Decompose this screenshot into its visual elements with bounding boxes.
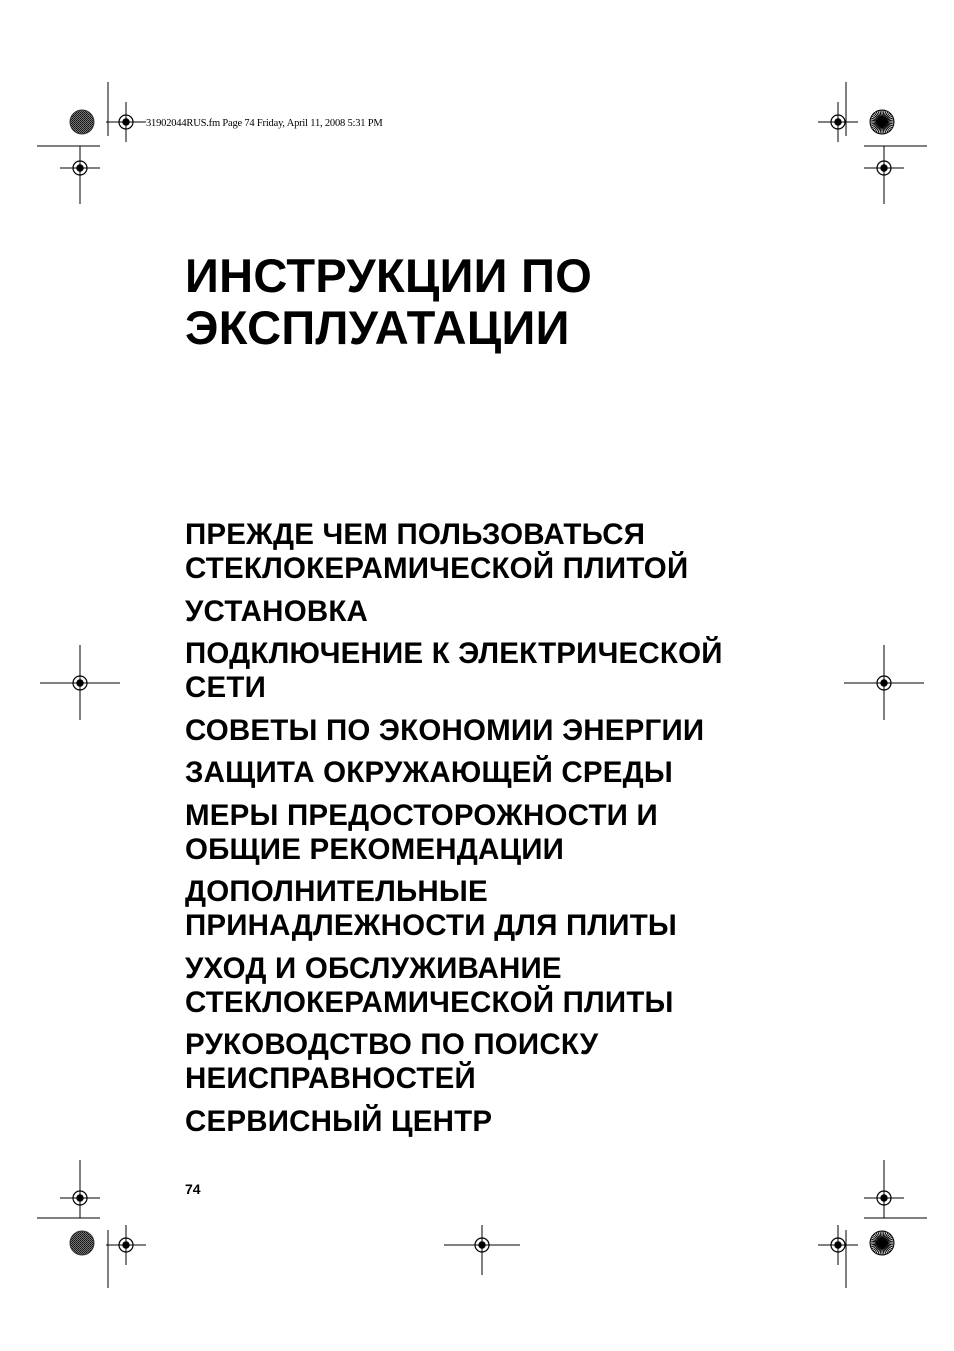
contents-item-line: СЕТИ bbox=[185, 671, 267, 704]
contents-item-line: ПРЕЖДЕ ЧЕМ ПОЛЬЗОВАТЬСЯ bbox=[185, 518, 646, 551]
registration-mark-dot bbox=[835, 1242, 841, 1248]
contents-item-line: СОВЕТЫ ПО ЭКОНОМИИ ЭНЕРГИИ bbox=[185, 713, 705, 747]
contents-item-line: ДОПОЛНИТЕЛЬНЫЕ bbox=[185, 875, 488, 908]
contents-item-line: УХОД И ОБСЛУЖИВАНИЕ bbox=[185, 951, 562, 985]
page-number: 74 bbox=[185, 1181, 201, 1197]
contents-item bbox=[185, 875, 723, 943]
contents-item bbox=[185, 595, 723, 629]
contents-item bbox=[185, 1028, 723, 1096]
contents-item bbox=[185, 756, 723, 790]
file-slug-header: 31902044RUS.fm Page 74 Friday, April 11, 2008 5:31 PM bbox=[146, 118, 383, 129]
contents-item-line: ПОДКЛЮЧЕНИЕ К ЭЛЕКТРИЧЕСКОЙ bbox=[185, 637, 723, 670]
contents-item-line: ПРИНАДЛЕЖНОСТИ ДЛЯ ПЛИТЫ bbox=[185, 909, 677, 942]
contents-item bbox=[185, 952, 723, 1020]
contents-item-line: НЕИСПРАВНОСТЕЙ bbox=[185, 1062, 476, 1095]
contents-item bbox=[185, 799, 723, 867]
contents-item bbox=[185, 714, 723, 748]
registration-target bbox=[70, 110, 94, 134]
contents-list bbox=[185, 518, 723, 1147]
contents-item bbox=[185, 518, 723, 586]
contents-item-line: СТЕКЛОКЕРАМИЧЕСКОЙ ПЛИТОЙ bbox=[185, 552, 689, 585]
registration-mark-dot bbox=[835, 119, 841, 125]
contents-item-line: МЕРЫ ПРЕДОСТОРОЖНОСТИ И bbox=[185, 798, 658, 832]
page-title-line: ЭКСПЛУАТАЦИИ bbox=[185, 301, 570, 354]
contents-item-line: ЗАЩИТА ОКРУЖАЮЩЕЙ СРЕДЫ bbox=[185, 756, 673, 789]
registration-target bbox=[70, 1231, 94, 1255]
contents-item-line: РУКОВОДСТВО ПО ПОИСКУ bbox=[185, 1028, 599, 1061]
registration-mark-dot bbox=[123, 119, 129, 125]
page-title-line: ИНСТРУКЦИИ ПО bbox=[185, 249, 593, 302]
contents-item-line: ОБЩИЕ РЕКОМЕНДАЦИИ bbox=[185, 832, 565, 866]
contents-item-line: УСТАНОВКА bbox=[185, 594, 369, 628]
contents-item-line: СТЕКЛОКЕРАМИЧЕСКОЙ ПЛИТЫ bbox=[185, 985, 674, 1019]
registration-mark-dot bbox=[123, 1242, 129, 1248]
page-title bbox=[185, 250, 592, 354]
contents-item bbox=[185, 1105, 723, 1139]
contents-item bbox=[185, 637, 723, 705]
contents-item-line: СЕРВИСНЫЙ ЦЕНТР bbox=[185, 1104, 493, 1138]
